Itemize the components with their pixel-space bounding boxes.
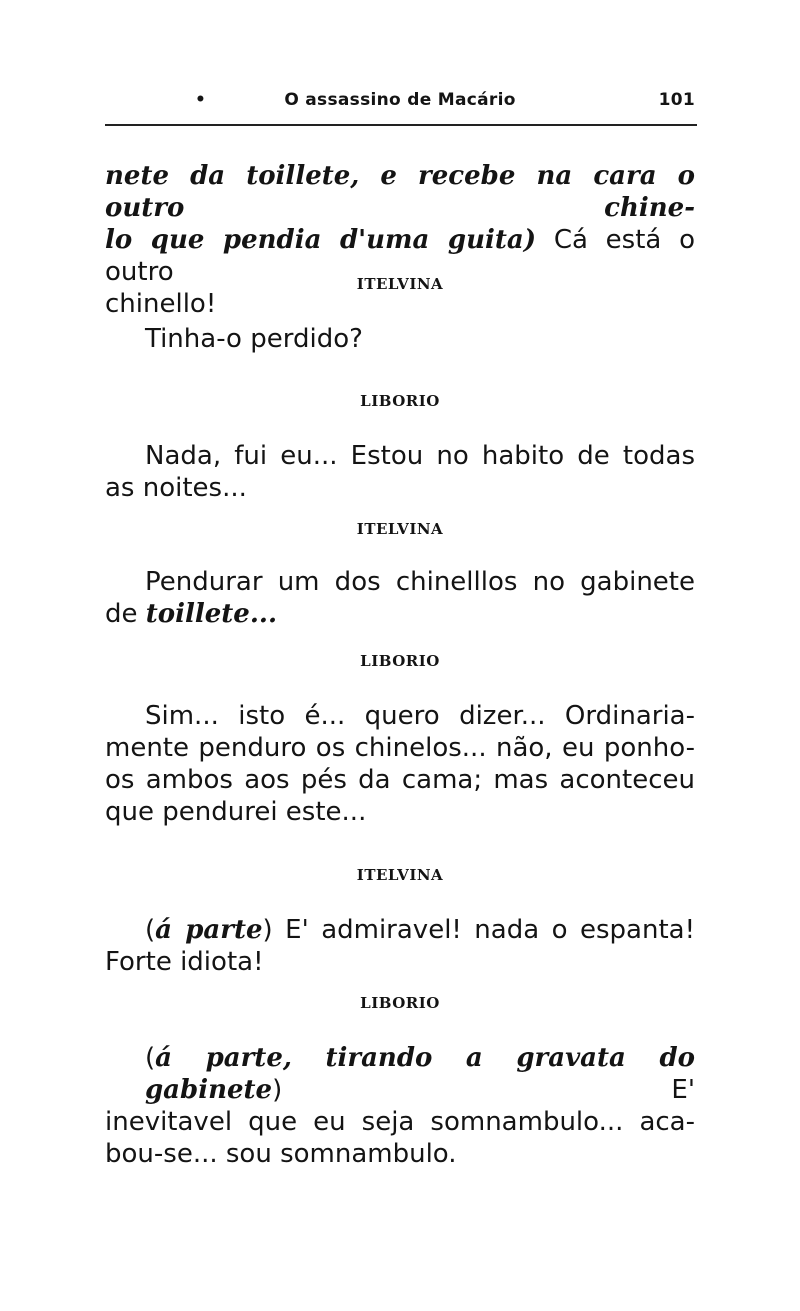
- header-rule: [105, 124, 697, 126]
- text-segment: as noites...: [105, 473, 247, 503]
- text-line: [105, 764, 695, 796]
- dialogue-paragraph: [105, 323, 695, 355]
- text-line: [105, 1106, 695, 1138]
- speaker-name: LIBORIO: [360, 652, 440, 670]
- text-segment: Cá está o outro: [105, 225, 695, 287]
- text-segment: que pendurei este...: [105, 797, 367, 827]
- speaker-name: ITELVINA: [356, 275, 444, 293]
- dialogue-paragraph: [105, 160, 695, 320]
- running-title: O assassino de Macário: [284, 90, 516, 110]
- dialogue-paragraph: [105, 566, 695, 630]
- speaker-name: LIBORIO: [360, 392, 440, 410]
- dialogue-paragraph: [105, 1042, 695, 1170]
- text-line: [105, 160, 695, 224]
- italic-text: lo que pendia d'uma guita): [105, 225, 537, 255]
- text-segment: Tinha-o perdido?: [145, 324, 363, 354]
- text-segment: inevitavel que eu seja somnambulo... aca-: [105, 1107, 695, 1137]
- speaker-name: ITELVINA: [356, 866, 444, 884]
- text-line: [105, 946, 695, 978]
- italic-text: nete da toillete, e recebe na cara o outro chine-: [105, 161, 695, 223]
- speaker-name: ITELVINA: [356, 520, 444, 538]
- italic-text: á parte: [155, 915, 263, 945]
- text-line: [105, 732, 695, 764]
- header-bullet: •: [195, 90, 207, 110]
- text-segment: chinello!: [105, 289, 217, 319]
- dialogue-paragraph: [105, 700, 695, 828]
- text-line: [105, 1042, 695, 1106]
- text-segment: Sim... isto é... quero dizer... Ordinaria-: [145, 701, 695, 731]
- italic-text: á parte, tirando a gravata do gabinete: [145, 1043, 695, 1105]
- text-segment: (: [145, 915, 156, 945]
- italic-text: toillete...: [145, 599, 277, 629]
- text-line: [105, 700, 695, 732]
- dialogue-paragraph: [105, 440, 695, 504]
- text-segment: ) E' admiravel! nada o espanta!: [262, 915, 695, 945]
- text-line: [105, 914, 695, 946]
- text-segment: (: [145, 1043, 156, 1073]
- text-line: [105, 1138, 695, 1170]
- text-segment: os ambos aos pés da cama; mas aconteceu: [105, 765, 695, 795]
- running-header: [105, 88, 695, 118]
- text-segment: mente penduro os chinelos... não, eu ponho-: [105, 733, 695, 763]
- text-line: [105, 323, 695, 355]
- text-line: [105, 566, 695, 598]
- page-number: 101: [658, 90, 695, 110]
- text-segment: bou-se... sou somnambulo.: [105, 1139, 457, 1169]
- text-line: [105, 440, 695, 472]
- speaker-name: LIBORIO: [360, 994, 440, 1012]
- text-line: [105, 472, 695, 504]
- text-segment: Pendurar um dos chinelllos no gabinete: [145, 567, 695, 597]
- text-segment: ) E': [272, 1075, 695, 1105]
- text-segment: Nada, fui eu... Estou no habito de todas: [145, 441, 695, 471]
- text-line: [105, 796, 695, 828]
- text-line: [105, 598, 695, 630]
- dialogue-paragraph: [105, 914, 695, 978]
- text-segment: de: [105, 599, 146, 629]
- text-segment: Forte idiota!: [105, 947, 264, 977]
